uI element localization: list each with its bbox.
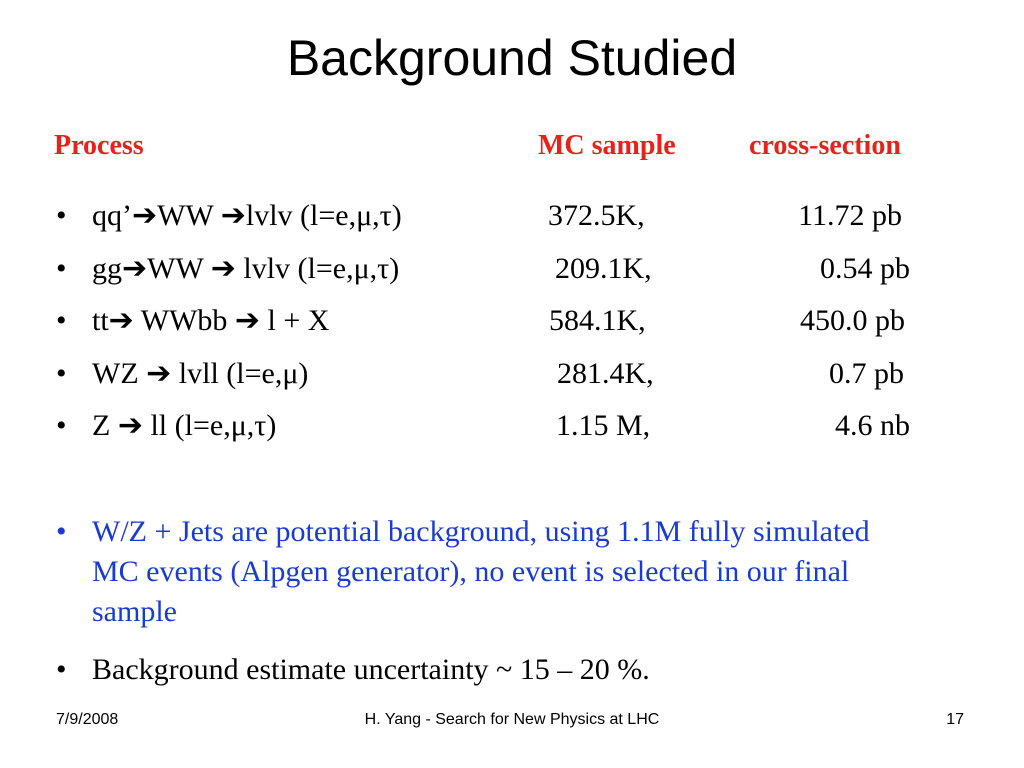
table-row xyxy=(0,196,1024,236)
footer-date: 7/9/2008 xyxy=(56,711,119,728)
slide-title: Background Studied xyxy=(286,30,738,86)
table-row xyxy=(0,354,1024,394)
mc-sample-cell: 584.1K, xyxy=(549,304,646,337)
bullet: • xyxy=(56,409,67,442)
footer-title: H. Yang - Search for New Physics at LHC xyxy=(364,711,660,728)
cross-section-cell: 4.6 nb xyxy=(835,409,910,442)
bullet: • xyxy=(56,515,67,548)
footer-page-number: 17 xyxy=(946,711,964,728)
bullet: • xyxy=(56,199,67,232)
process-cell: Z ➔ ll (l=e,μ,τ) xyxy=(92,409,277,442)
table-row xyxy=(0,249,1024,289)
table-row xyxy=(0,301,1024,341)
process-cell: qq’➔WW ➔lvlv (l=e,μ,τ) xyxy=(92,199,402,232)
process-cell: WZ ➔ lvll (l=e,μ) xyxy=(92,357,309,390)
process-cell: gg➔WW ➔ lvlv (l=e,μ,τ) xyxy=(92,252,400,285)
cross-section-cell: 0.54 pb xyxy=(820,252,910,285)
note-item xyxy=(0,512,1024,636)
mc-sample-cell: 1.15 M, xyxy=(556,409,651,442)
bullet: • xyxy=(56,304,67,337)
mc-sample-cell: 372.5K, xyxy=(548,199,645,232)
note-text: W/Z + Jets are potential background, using 1.1M fully simulated MC events (Alpgen generator), no event is selected in our final sample xyxy=(92,515,870,628)
bullet: • xyxy=(56,653,67,686)
bullet: • xyxy=(56,252,67,285)
process-cell: tt➔ WWbb ➔ l + X xyxy=(92,304,330,337)
header-mc-sample: MC sample xyxy=(538,130,676,161)
header-process: Process xyxy=(54,130,144,161)
note-item xyxy=(0,650,1024,690)
note-text: Background estimate uncertainty ~ 15 – 20 %. xyxy=(92,653,650,686)
cross-section-cell: 0.7 pb xyxy=(829,357,904,390)
mc-sample-cell: 281.4K, xyxy=(557,357,654,390)
header-cross-section: cross-section xyxy=(749,130,901,161)
table-row xyxy=(0,406,1024,446)
bullet: • xyxy=(56,357,67,390)
cross-section-cell: 11.72 pb xyxy=(798,199,902,232)
cross-section-cell: 450.0 pb xyxy=(800,304,905,337)
mc-sample-cell: 209.1K, xyxy=(555,252,652,285)
